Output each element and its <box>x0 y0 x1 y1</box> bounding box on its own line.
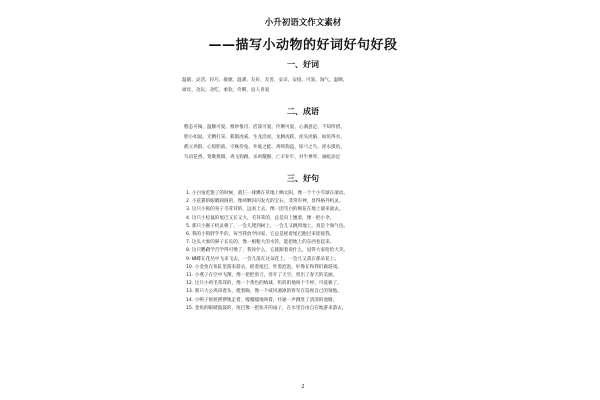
phrases-row: 憨态可掬、温顺可爱、惟妙惟肖、活泼可爱、伶俐可爱、心满意足、不知所措、 <box>184 125 345 130</box>
section-title-phrases: 二、成语 <box>287 107 319 116</box>
words-row: 顽皮、贪玩、贪吃、柔软、伶俐、逗人喜爱 <box>182 88 270 93</box>
section-title-sentences: 三、好句 <box>287 174 319 183</box>
sentence-item: 5. 那只小猴子机灵极了，一会儿爬到树上，一会儿又跳到地上，真是个淘气包。 <box>186 223 349 229</box>
document-title: ——描写小动物的好词好句好段 <box>208 38 398 53</box>
sentence-item: 4. 这只小松鼠的尾巴又长又大，毛茸茸的，总是向上翘着，像一把小伞。 <box>186 215 335 221</box>
phrases-row: 鸟语花香、莺歌燕舞、鸡飞狗跳、杀鸡儆猴、亡羊补牢、对牛弹琴、画蛇添足 <box>184 155 341 160</box>
sentence-item: 3. 这只小狗的身子毛茸茸的，远看上去，像一团雪白的棉花在地上滚来滚去。 <box>186 207 344 213</box>
sentence-item: 12. 这只小鸡毛茸茸的，像一个黄色的绒球，叽叽叽地叫个不停，可爱极了。 <box>186 281 342 287</box>
sentence-item: 8. 这只鹦鹉学舌学得可像了，我说什么，它就跟着说什么，逗得大家哈哈大笑。 <box>186 248 349 254</box>
sentence-item: 10. 小金鱼在鱼缸里游来游去，摇着尾巴，吐着泡泡，好像在和我们做游戏。 <box>186 264 342 270</box>
sentence-item: 2. 小花猫的眼睛圆圆的，像两颗闪闪发光的宝石，非常有神，显得格外机灵。 <box>186 199 344 205</box>
sentence-item: 6. 我的小狗胖乎乎的，每当我放学回家，它总是摇着尾巴跑过来迎接我。 <box>186 232 335 238</box>
document-page <box>168 8 438 394</box>
words-row: 温暖、灵活、轻巧、敏捷、温驯、友好、友善、安详、安稳、可爱、淘气、温顺、 <box>182 78 348 83</box>
sentence-item: 11. 小燕子在空中飞翔，像一把把剪刀，剪开了天空，剪出了春天的美丽。 <box>186 273 338 279</box>
document-subtitle: 小升初语文作文素材 <box>264 18 342 28</box>
sentence-item: 14. 小鸭子摇摇摆摆地走着，嘎嘎嘎地叫着，扑通一声跳进了清清的池塘。 <box>186 297 338 303</box>
phrases-row: 胆小如鼠、无精打采、狐假虎威、生龙活虎、龙腾虎跃、虎头虎脑、如鱼得水、 <box>184 135 345 140</box>
sentence-item: 7. 这头大象的鼻子长长的，像一根粗大的水管，能把地上的东西卷起来。 <box>186 240 335 246</box>
phrases-row: 鹤立鸡群、心惊胆战、守株待兔、井底之蛙、鸡鸣狗盗、惊弓之鸟、浑水摸鱼、 <box>184 145 345 150</box>
sentence-item: 1. 小白兔吃饱了的时候，就仨一排蹲在草地上晒太阳，像一个个小雪球在滚动。 <box>186 191 349 196</box>
page-number: 2 <box>301 384 305 390</box>
sentence-item: 9. 蝴蝶在花丛中飞来飞去，一会儿落在这朵花上，一会儿又落在那朵花上。 <box>186 256 339 262</box>
sentence-item: 13. 那只大公鸡昂着头，挺着胸，像一个威风凛凛的将军在巡视自己的领地。 <box>186 289 342 295</box>
section-title-words: 一、好词 <box>287 60 319 69</box>
sentence-item: 15. 金鱼的眼睛鼓鼓的，尾巴像一把张开的扇子，在水里自由自在地游来游去。 <box>186 305 347 311</box>
